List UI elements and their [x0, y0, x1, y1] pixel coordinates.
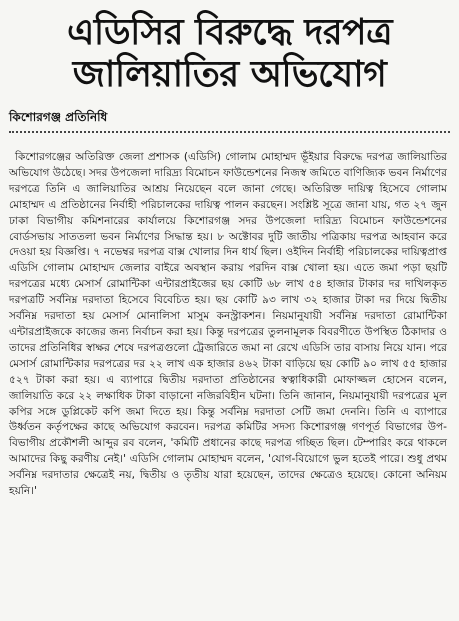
dotted-divider	[9, 131, 450, 133]
headline-line-2: জালিয়াতির অভিযোগ	[72, 54, 387, 95]
headline-line-1: এডিসির বিরুদ্ধে দরপত্র	[66, 12, 393, 53]
headline	[12, 12, 447, 96]
byline: কিশোরগঞ্জ প্রতিনিধি	[9, 110, 108, 124]
article-body: কিশোরগঞ্জের অতিরিক্ত জেলা প্রশাসক (এডিসি) গোলাম মোহাম্মদ ভূঁইয়ার বিরুদ্ধে দরপত্র জালিয়াতির অভিযোগ উঠেছে। সদর উপজেলা দারিদ্র্য বিমোচন ফাউন্ডেশনের নিজস্ব জমিতে বাণিজ্যিক ভবন নির্মাণের দরপত্রে তিনি এ জালিয়াতির আশ্রয় নিয়েছেন বলে জানা গেছে। অতিরিক্ত দায়িত্ব হিসেবে গোলাম মোহাম্মদ এ প্রতিষ্ঠানের নির্বাহী পরিচালকের দায়িত্ব পালন করছেন। সংশ্লিষ্ট সূত্রে জানা যায়, গত ২৭ জুন ঢাকা বিভাগীয় কমিশনারের কার্যালয়ে কিশোরগঞ্জ সদর উপজেলা দারিদ্র্য বিমোচন ফাউন্ডেশনের বোর্ডসভায় সাততলা ভবন নির্মাণের সিদ্ধান্ত হয়। ৮ অক্টোবর দুটি জাতীয় পত্রিকায় দরপত্র আহবান করে দেওয়া হয় বিজ্ঞপ্তি। ৭ নভেম্বর দরপত্র বাক্স খোলার দিন ধার্য ছিল। ওইদিন নির্বাহী পরিচালকের দায়িত্বপ্রাপ্ত এডিসি গোলাম মোহাম্মদ জেলার বাইরে অবস্থান করায় পরদিন বাক্স খোলা হয়। এতে জমা পড়া ছয়টি দরপত্রের মধ্যে মেসার্স রোমান্টিকা এন্টারপ্রাইজের ছয় কোটি ৬৮ লাখ ৫৪ হাজার টাকার দর দাখিলকৃত দরপত্রটি সর্বনিম্ন দরদাতা হিসেবে বিবেচিত হয়। ছয় কোটি ৯৩ লাখ ৩২ হাজার টাকা দর দিয়ে দ্বিতীয় সর্বনিম্ন দরদাতা হয় মেসার্স মোনালিসা মাসুম কনস্ট্রাকশন। নিয়মানুযায়ী সর্বনিম্ন দরদাতা রোমান্টিকা এন্টারপ্রাইজকে কাজের জন্য নির্বাচন করা হয়। কিন্তু দরপত্রের তুলনামূলক বিবরণীতে উপস্থিত ঠিকাদার ও তাদের প্রতিনিধির স্বাক্ষর শেষে দরপত্রগুলো ট্রেজারিতে জমা না রেখে এডিসি তার বাসায় নিয়ে যান। পরে মেসার্স রোমান্টিকার দরপত্রের দর ২২ লাখ এক হাজার ৪৬২ টাকা বাড়িয়ে ছয় কোটি ৯০ লাখ ৫৫ হাজার ৫২৭ টাকা করা হয়। এ ব্যাপারে দ্বিতীয় দরদাতা প্রতিষ্ঠানের স্বত্বাধিকারী মোফাজ্জল হোসেন বলেন, জালিয়াতি করে ২২ লক্ষাধিক টাকা বাড়ানো নজিরবিহীন ঘটনা। তিনি জানান, নিয়মানুযায়ী দরপত্রের মূল কপির সঙ্গে ডুপ্লিকেট কপি জমা দিতে হয়। কিন্তু সর্বনিম্ন দরদাতা সেটি জমা দেননি। তিনি এ ব্যাপারে উর্ধ্বতন কর্তৃপক্ষের কাছে অভিযোগ করবেন। দরপত্র কমিটির সদস্য কিশোরগঞ্জ গণপূর্ত বিভাগের উপ-বিভাগীয় প্রকৌশলী আব্দুর রব বলেন, 'কমিটি প্রধানের কাছে দরপত্র গচ্ছিত ছিল। টেম্পারিং করে থাকলে আমাদের কিছু করণীয় নেই।' এডিসি গোলাম মোহাম্মদ বলেন, 'যোগ-বিয়োগে ভুল হতেই পারে। শুধু প্রথম সর্বনিম্ন দরদাতার ক্ষেত্রেই নয়, দ্বিতীয় ও তৃতীয় যারা হয়েছেন, তাদের ক্ষেত্রেও হয়েছে। কোনো অনিয়ম হয়নি।'	[9, 151, 447, 498]
